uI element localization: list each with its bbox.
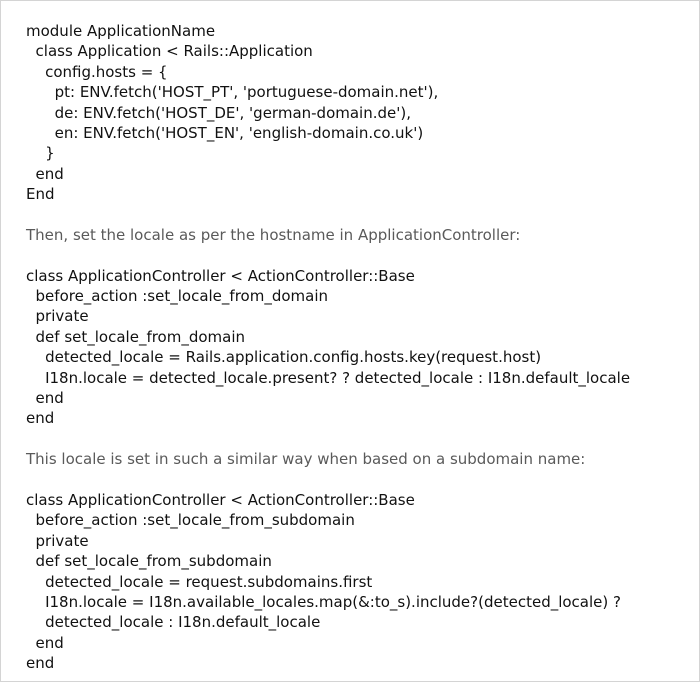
code-block-hosts-config [26, 21, 695, 205]
paragraph-hostname-locale: Then, set the locale as per the hostname in ApplicationController: [26, 225, 521, 244]
code-line: class ApplicationController < ActionController::Base [26, 490, 415, 509]
code-line: class Application < Rails::Application [26, 42, 313, 61]
code-line: module ApplicationName [26, 22, 216, 40]
code-line: detected_locale = request.subdomains.first [26, 572, 373, 591]
article-content [26, 21, 695, 674]
spacer [26, 205, 695, 225]
code-line: detected_locale = Rails.application.config.hosts.key(request.host) [26, 348, 542, 367]
code-line: before_action :set_locale_from_subdomain [26, 511, 355, 530]
paragraph-subdomain-locale: This locale is set in such a similar way when based on a subdomain name: [26, 450, 586, 469]
code-line: en: ENV.fetch('HOST_EN', 'english-domain.co.uk') [26, 123, 424, 142]
code-block-subdomain-locale [26, 490, 695, 674]
code-line: private [26, 307, 89, 326]
code-line: end [26, 389, 64, 408]
code-line: end [26, 409, 55, 428]
code-line: I18n.locale = detected_locale.present? ? detected_locale : I18n.default_locale [26, 368, 631, 387]
spacer [26, 470, 695, 490]
code-line: end [26, 654, 55, 673]
code-line: pt: ENV.fetch('HOST_PT', 'portuguese-domain.net'), [26, 83, 439, 102]
code-line: def set_locale_from_domain [26, 327, 246, 346]
code-line: before_action :set_locale_from_domain [26, 287, 328, 306]
code-line: class ApplicationController < ActionController::Base [26, 266, 415, 285]
code-line: } [26, 144, 55, 163]
code-line: I18n.locale = I18n.available_locales.map(&:to_s).include?(detected_locale) ? [26, 592, 621, 611]
code-line: end [26, 164, 64, 183]
code-line: End [26, 185, 55, 204]
spacer [26, 245, 695, 265]
code-line: detected_locale : I18n.default_locale [26, 613, 321, 632]
code-line: de: ENV.fetch('HOST_DE', 'german-domain.de'), [26, 103, 411, 122]
code-block-domain-locale [26, 266, 695, 429]
code-line: private [26, 531, 89, 550]
code-line: config.hosts = { [26, 62, 168, 81]
code-line: end [26, 633, 64, 652]
code-line: def set_locale_from_subdomain [26, 552, 272, 571]
spacer [26, 429, 695, 449]
